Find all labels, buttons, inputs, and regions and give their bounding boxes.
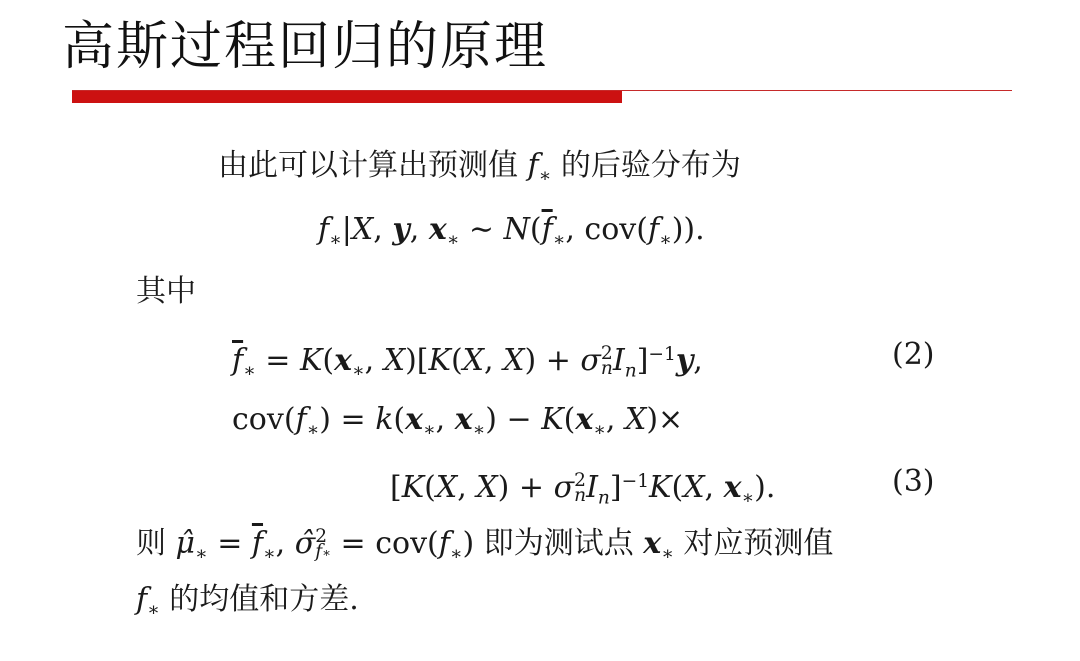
x-symbol: x <box>723 470 742 506</box>
star-sub: ∗ <box>423 419 436 441</box>
f-symbol: f <box>315 540 323 562</box>
star-sub: ∗ <box>306 419 320 441</box>
inverse-exponent: −1 <box>621 471 650 492</box>
star-sub: ∗ <box>593 419 606 441</box>
I-symbol: I <box>612 343 625 379</box>
comma: , <box>409 212 420 247</box>
superscript-2: 2 <box>315 525 328 547</box>
conclusion-tail-text: 的均值和方差. <box>169 582 359 617</box>
sigma-scripts <box>574 470 587 506</box>
K-symbol: K <box>649 470 672 506</box>
intro-tail: 的后验分布为 <box>560 148 741 183</box>
cov-operator: cov <box>232 402 284 437</box>
star-sub: ∗ <box>322 545 331 561</box>
x-symbol: x <box>575 402 594 437</box>
posterior-equation <box>318 210 705 261</box>
ze-char: 则 <box>136 526 166 561</box>
equals: = <box>340 526 366 561</box>
star-sub: ∗ <box>552 229 566 251</box>
x-symbol: x <box>454 402 473 437</box>
subscript-n: n <box>574 484 587 506</box>
rparen: ) <box>671 212 684 247</box>
fbar-symbol: $\overline{f}$ <box>251 526 264 561</box>
f-symbol: f <box>318 212 330 247</box>
plus: + <box>545 343 571 379</box>
intro-lead: 由此可以计算出预测值 <box>218 148 518 183</box>
cov-operator: cov <box>584 212 637 247</box>
minus: − <box>506 402 532 437</box>
X-symbol: X <box>476 470 498 506</box>
cov-operator: cov <box>375 526 428 561</box>
period: . <box>695 212 705 247</box>
sigma-hat-symbol: σ̂ <box>294 526 316 561</box>
I-symbol: I <box>586 470 598 506</box>
star-sub: ∗ <box>263 543 276 565</box>
fbar-symbol: $\overline{f}$ <box>232 343 244 379</box>
star-sub: ∗ <box>472 419 486 441</box>
title-underline-thick <box>72 91 622 103</box>
equals: = <box>340 402 366 437</box>
X-symbol: X <box>351 212 374 247</box>
qizhong-label: 其中 <box>136 274 196 309</box>
sim-symbol: ∼ <box>468 212 495 247</box>
comma: , <box>565 212 575 247</box>
fbar-symbol: $\overline{f}$ <box>541 212 553 247</box>
x-symbol: x <box>334 343 353 379</box>
X-symbol: X <box>435 470 458 506</box>
conclusion-end-text: 对应预测值 <box>683 526 834 561</box>
f-symbol: f <box>438 526 450 561</box>
x-symbol: x <box>405 402 424 437</box>
sigma-symbol: σ <box>580 343 601 379</box>
y-symbol: y <box>675 343 694 379</box>
star-sub: ∗ <box>446 229 460 251</box>
lparen: ( <box>636 212 648 247</box>
subscript-f-star <box>315 540 331 562</box>
star-sub: ∗ <box>659 229 672 251</box>
inverse-exponent: −1 <box>648 344 676 365</box>
intro-line <box>218 146 741 197</box>
times: × <box>658 402 684 437</box>
equals: = <box>265 343 291 379</box>
plus: + <box>518 470 545 506</box>
sigma-scripts <box>600 343 613 379</box>
subscript-n: n <box>600 357 613 379</box>
given-bar: | <box>341 212 352 247</box>
subscript-n: n <box>624 360 637 382</box>
K-symbol: K <box>299 343 323 379</box>
star-sub: ∗ <box>661 543 674 565</box>
K-symbol: K <box>428 343 451 379</box>
star-sub: ∗ <box>195 543 208 565</box>
star-sub: ∗ <box>243 360 256 382</box>
mu-hat-symbol: μ̂ <box>175 526 196 561</box>
X-symbol: X <box>462 343 485 379</box>
equation-2: $\overline{f}_∗ = K(x_∗$, X)[K(X, X) + σ 2 n $I_n]^{-1}y$, <box>232 343 703 382</box>
slide-title: 高斯过程回归的原理 <box>62 17 549 77</box>
equation-3-line-1: $cov(f_∗) = k(x_∗$, $x_∗) - K(x_∗$, X)× <box>232 402 684 441</box>
x-symbol: x <box>643 526 662 561</box>
sigma-hat-scripts <box>315 525 331 562</box>
comma: , <box>373 212 383 247</box>
superscript-2: 2 <box>600 343 613 365</box>
f-symbol: f <box>136 582 148 617</box>
superscript-2: 2 <box>574 470 586 492</box>
f-symbol: f <box>647 212 660 247</box>
conclusion-line-1: 则 $\mû_∗ = \overline{f}_∗$, σ̂ 2 f∗ = $cov(f_∗)$ 即为测试点 $x_∗$ 对应预测值 <box>136 525 834 565</box>
y-symbol: y <box>392 212 410 247</box>
lparen: ( <box>529 212 542 247</box>
rparen: ) <box>683 212 696 247</box>
k-symbol: k <box>375 402 394 437</box>
conclusion-line-2 <box>136 580 359 631</box>
K-symbol: K <box>401 470 425 506</box>
X-symbol: X <box>383 343 406 379</box>
equation-number-2: (2) <box>892 337 935 372</box>
star-sub: ∗ <box>538 165 552 187</box>
star-sub: ∗ <box>147 599 160 621</box>
star-sub: ∗ <box>352 360 365 382</box>
f-symbol: f <box>295 402 307 437</box>
X-symbol: X <box>683 470 705 506</box>
star-sub: ∗ <box>741 487 755 509</box>
subscript-n: n <box>597 487 610 509</box>
X-symbol: X <box>624 402 647 437</box>
equals: = <box>217 526 243 561</box>
star-sub: ∗ <box>449 543 463 565</box>
N-symbol: N <box>503 212 530 247</box>
x-symbol: x <box>428 212 447 247</box>
f-symbol: f <box>527 148 539 183</box>
K-symbol: K <box>541 402 564 437</box>
equation-3-line-2: [K(X, X) + σ 2 n $I_n]^{-1}K(X$, $x_∗$). <box>390 470 776 509</box>
sigma-symbol: σ <box>553 470 575 506</box>
X-symbol: X <box>503 343 525 379</box>
star-sub: ∗ <box>329 229 342 251</box>
equation-number-3: (3) <box>892 464 935 499</box>
conclusion-mid-text: 即为测试点 <box>483 526 634 561</box>
